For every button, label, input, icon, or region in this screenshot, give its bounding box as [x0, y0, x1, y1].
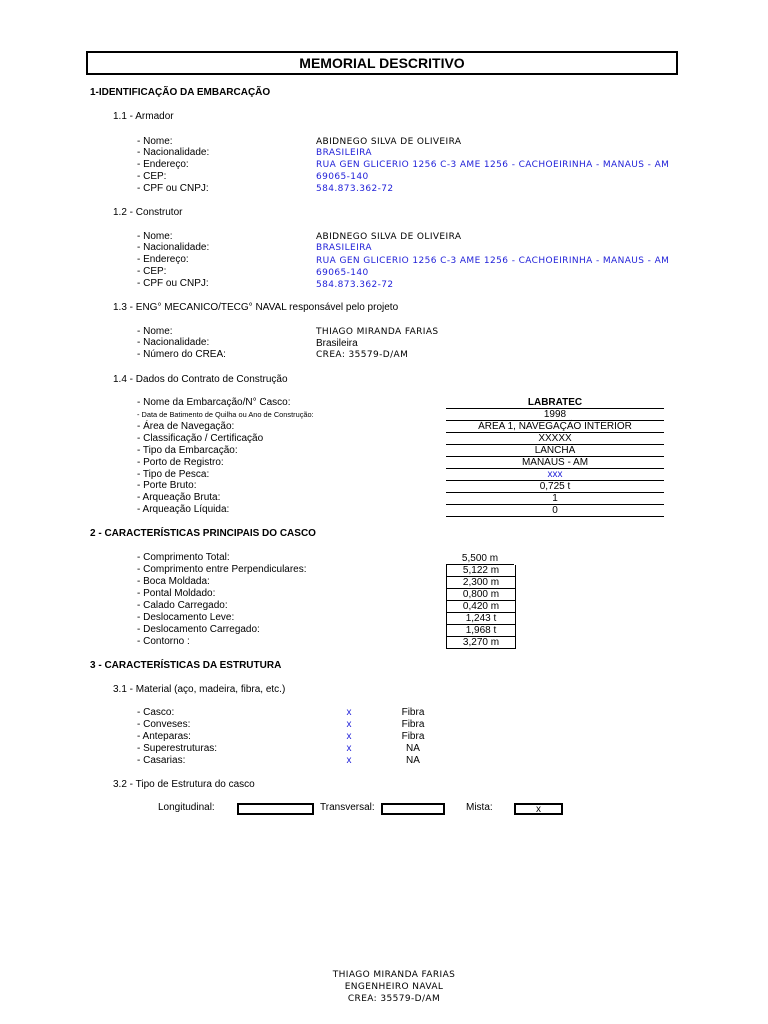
casco-label-contorno: - Contorno :: [137, 636, 190, 647]
material-mark-anteparas: x: [346, 731, 352, 742]
construtor-label-nacionalidade: - Nacionalidade:: [137, 242, 210, 253]
material-label-anteparas: - Anteparas:: [137, 731, 191, 742]
signature-title: ENGENHEIRO NAVAL: [344, 982, 444, 992]
material-label-casarias: - Casarias:: [137, 755, 186, 766]
section-2-heading: 2 - CARACTERÍSTICAS PRINCIPAIS DO CASCO: [90, 528, 316, 539]
contrato-label-classificacao: - Classificação / Certificação: [137, 433, 264, 444]
engenheiro-heading: 1.3 - ENG° MECANICO/TECG° NAVAL responsável pelo projeto: [113, 302, 399, 313]
construtor-label-cep: - CEP:: [137, 266, 167, 277]
contrato-value-tipo: LANCHA: [446, 445, 664, 457]
construtor-value-nacionalidade: BRASILEIRA: [316, 243, 372, 253]
casco-label-perpendiculares: - Comprimento entre Perpendiculares:: [137, 564, 307, 575]
contrato-label-area: - Área de Navegação:: [137, 421, 235, 432]
engenheiro-value-nacionalidade: Brasileira: [316, 338, 358, 349]
contrato-label-arqueacao-liquida: - Arqueação Líquida:: [137, 504, 230, 515]
armador-label-cep: - CEP:: [137, 171, 167, 182]
contrato-value-arqueacao-bruta: 1: [446, 493, 664, 505]
armador-value-nome: ABIDNEGO SILVA DE OLIVEIRA: [316, 137, 462, 147]
construtor-value-endereco: RUA GEN GLICERIO 1256 C-3 AME 1256 - CACHOEIRINHA - MANAUS - AM: [316, 256, 670, 266]
casco-value-pontal: 0,800 m: [446, 589, 516, 601]
casco-label-calado: - Calado Carregado:: [137, 600, 228, 611]
contrato-value-area: ÁREA 1, NAVEGAÇÃO INTERIOR: [446, 421, 664, 433]
material-value-casarias: NA: [406, 755, 420, 766]
contrato-label-arqueacao-bruta: - Arqueação Bruta:: [137, 492, 221, 503]
casco-value-desl-carregado: 1,968 t: [446, 625, 516, 637]
armador-heading: 1.1 - Armador: [113, 111, 174, 122]
casco-value-perpendiculares: 5,122 m: [446, 565, 516, 577]
construtor-label-endereco: - Endereço:: [137, 254, 189, 265]
engenheiro-value-nome: THIAGO MIRANDA FARIAS: [316, 327, 439, 337]
estrutura-label-transversal: Transversal:: [320, 802, 375, 813]
armador-value-endereco: RUA GEN GLICERIO 1256 C-3 AME 1256 - CACHOEIRINHA - MANAUS - AM: [316, 160, 670, 170]
contrato-heading: 1.4 - Dados do Contrato de Construção: [113, 374, 288, 385]
document-title: MEMORIAL DESCRITIVO: [86, 51, 678, 75]
casco-label-boca: - Boca Moldada:: [137, 576, 210, 587]
casco-value-boca: 2,300 m: [446, 577, 516, 589]
material-value-anteparas: Fibra: [401, 731, 425, 742]
contrato-label-porte: - Porte Bruto:: [137, 480, 197, 491]
engenheiro-value-crea: CREA: 35579-D/AM: [316, 350, 409, 360]
estrutura-label-longitudinal: Longitudinal:: [158, 802, 215, 813]
material-label-superestruturas: - Superestruturas:: [137, 743, 218, 754]
casco-label-pontal: - Pontal Moldado:: [137, 588, 216, 599]
contrato-value-arqueacao-liquida: 0: [446, 505, 664, 517]
contrato-value-porto: MANAUS - AM: [446, 457, 664, 469]
material-mark-conveses: x: [346, 719, 352, 730]
armador-label-endereco: - Endereço:: [137, 159, 189, 170]
contrato-label-data: - Data de Batimento de Quilha ou Ano de Construção:: [137, 410, 314, 419]
casco-label-comprimento-total: - Comprimento Total:: [137, 552, 230, 563]
signature-name: THIAGO MIRANDA FARIAS: [332, 970, 456, 980]
contrato-value-pesca: xxx: [446, 469, 664, 481]
contrato-value-porte: 0,725 t: [446, 481, 664, 493]
casco-value-calado: 0,420 m: [446, 601, 516, 613]
armador-label-cpf: - CPF ou CNPJ:: [137, 183, 209, 194]
engenheiro-label-crea: - Número do CREA:: [137, 349, 226, 360]
contrato-label-porto: - Porto de Registro:: [137, 457, 224, 468]
construtor-label-nome: - Nome:: [137, 231, 173, 242]
casco-label-desl-leve: - Deslocamento Leve:: [137, 612, 235, 623]
armador-label-nacionalidade: - Nacionalidade:: [137, 147, 210, 158]
material-heading: 3.1 - Material (aço, madeira, fibra, etc.): [113, 684, 286, 695]
casco-value-desl-leve: 1,243 t: [446, 613, 516, 625]
material-value-casco: Fibra: [401, 707, 425, 718]
engenheiro-label-nacionalidade: - Nacionalidade:: [137, 337, 210, 348]
construtor-label-cpf: - CPF ou CNPJ:: [137, 278, 209, 289]
estrutura-heading: 3.2 - Tipo de Estrutura do casco: [113, 779, 255, 790]
contrato-value-data: 1998: [446, 409, 664, 421]
contrato-label-pesca: - Tipo de Pesca:: [137, 469, 210, 480]
estrutura-box-transversal[interactable]: [381, 803, 445, 815]
material-label-casco: - Casco:: [137, 707, 175, 718]
casco-value-comprimento-total: 5,500 m: [446, 553, 514, 565]
section-1-heading: 1-IDENTIFICAÇÃO DA EMBARCAÇÃO: [90, 87, 271, 98]
construtor-value-cep: 69065-140: [316, 268, 369, 278]
signature-crea: CREA: 35579-D/AM: [347, 994, 441, 1004]
material-label-conveses: - Conveses:: [137, 719, 191, 730]
material-value-superestruturas: NA: [406, 743, 420, 754]
material-mark-casarias: x: [346, 755, 352, 766]
construtor-value-nome: ABIDNEGO SILVA DE OLIVEIRA: [316, 232, 462, 242]
contrato-value-classificacao: XXXXX: [446, 433, 664, 445]
section-3-heading: 3 - CARACTERÍSTICAS DA ESTRUTURA: [90, 660, 282, 671]
contrato-label-tipo: - Tipo da Embarcação:: [137, 445, 238, 456]
armador-value-cpf: 584.873.362-72: [316, 184, 394, 194]
estrutura-box-mista[interactable]: x: [514, 803, 563, 815]
estrutura-box-longitudinal[interactable]: [237, 803, 314, 815]
armador-value-cep: 69065-140: [316, 172, 369, 182]
estrutura-label-mista: Mista:: [466, 802, 493, 813]
construtor-heading: 1.2 - Construtor: [113, 207, 183, 218]
contrato-value-nome: LABRATEC: [446, 397, 664, 409]
material-mark-casco: x: [346, 707, 352, 718]
contrato-label-nome: - Nome da Embarcação/N° Casco:: [137, 397, 291, 408]
engenheiro-label-nome: - Nome:: [137, 326, 173, 337]
casco-label-desl-carregado: - Deslocamento Carregado:: [137, 624, 260, 635]
construtor-value-cpf: 584.873.362-72: [316, 280, 394, 290]
casco-value-contorno: 3,270 m: [446, 637, 516, 649]
armador-label-nome: - Nome:: [137, 136, 173, 147]
armador-value-nacionalidade: BRASILEIRA: [316, 148, 372, 158]
material-mark-superestruturas: x: [346, 743, 352, 754]
material-value-conveses: Fibra: [401, 719, 425, 730]
